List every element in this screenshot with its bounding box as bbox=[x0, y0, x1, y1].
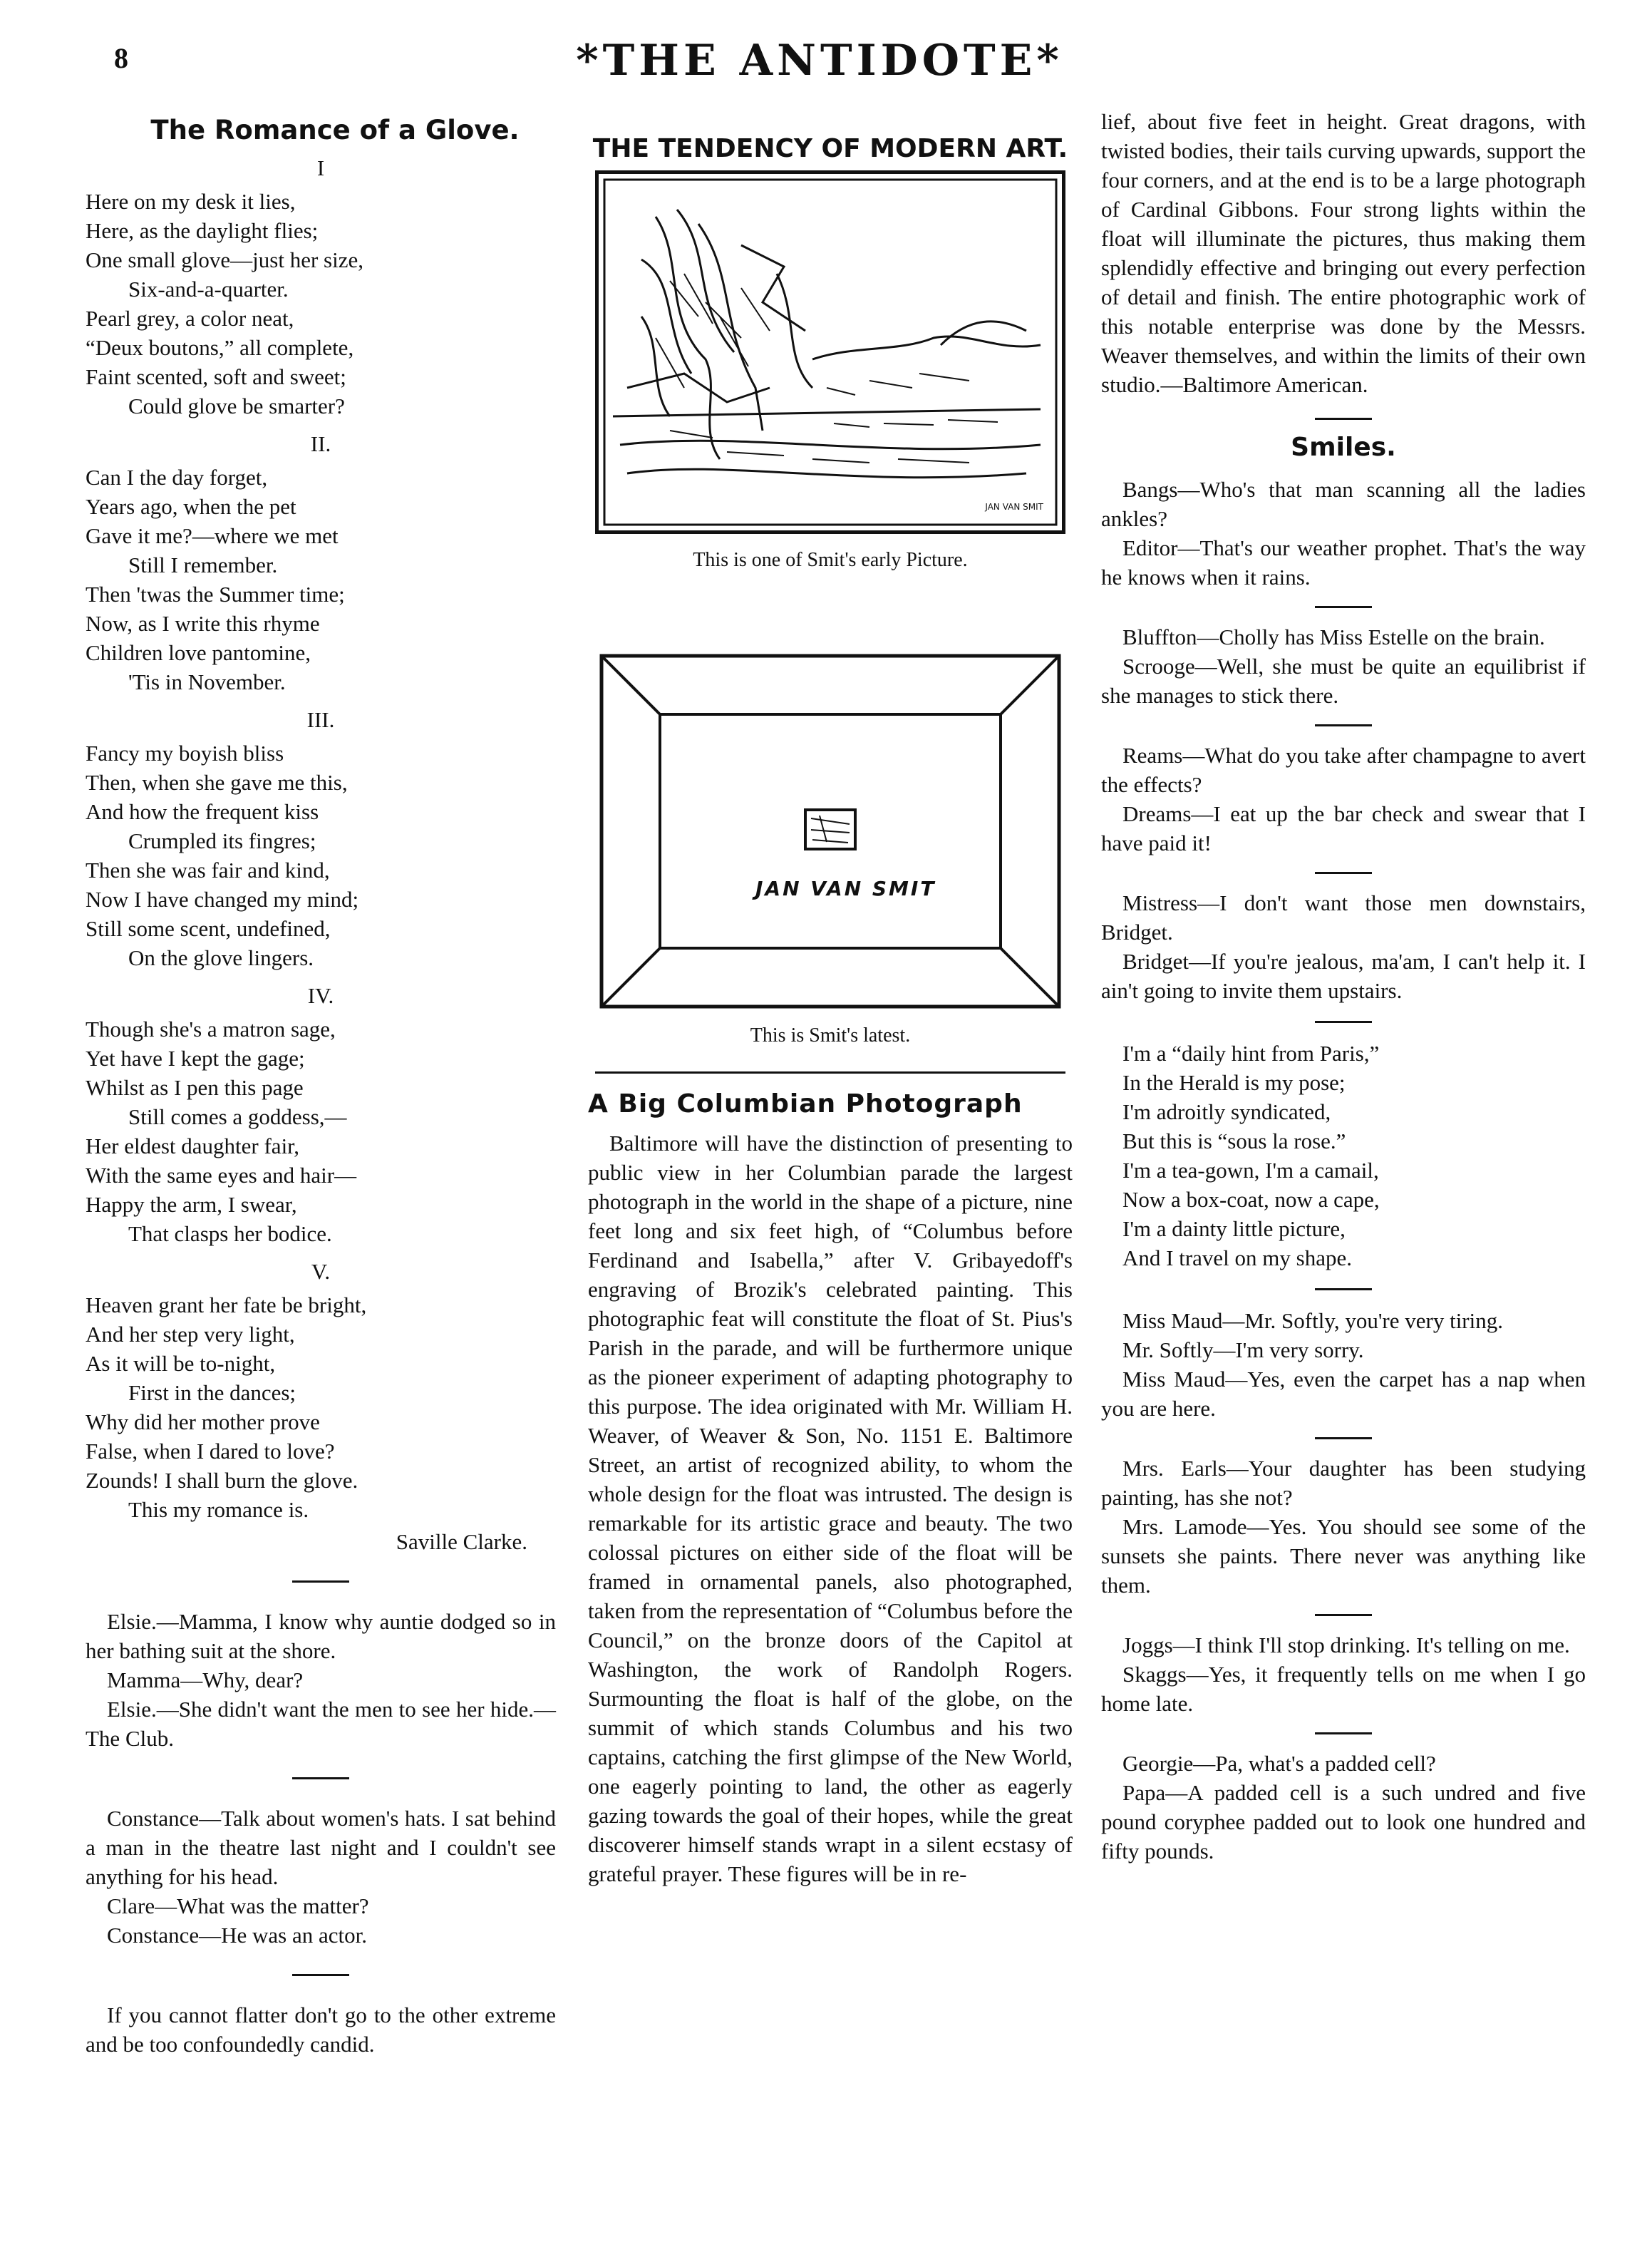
middle-column bbox=[588, 107, 1073, 1890]
divider bbox=[1315, 1614, 1372, 1616]
dialog-line: Constance—He was an actor. bbox=[107, 1923, 367, 1948]
joke-group bbox=[1101, 741, 1586, 858]
poem-line: On the glove lingers. bbox=[128, 945, 314, 970]
verse-line: I'm a “daily hint from Paris,” bbox=[1122, 1041, 1380, 1066]
poem-line: This my romance is. bbox=[128, 1497, 309, 1522]
divider bbox=[292, 1974, 349, 1976]
poem-line: Still I remember. bbox=[128, 552, 278, 577]
smiles-jokes-more bbox=[1101, 1306, 1586, 1866]
early-signature: JAN VAN SMIT bbox=[985, 502, 1043, 512]
masthead: *THE ANTIDOTE* bbox=[576, 36, 1063, 86]
landscape-sketch bbox=[599, 174, 1062, 530]
dialog-line: Elsie.—Mamma, I know why auntie dodged so in her bathing suit at the shore. bbox=[86, 1609, 556, 1663]
poem-line: And her step very light, bbox=[86, 1322, 295, 1347]
dialog-line: Bangs—Who's that man scanning all the ladies ankles? bbox=[1101, 477, 1586, 531]
article-body-columbian: Baltimore will have the distinction of presenting to public view in her Columbian parade the largest photograph in the world in the shape of a picture, nine feet long and six feet high, of “Columbus before Ferdinand and Isabella,” after V. Gribayedoff's engraving of Brozik's celebrated painting. This photographic feat will constitute the float of St. Pius's Parish in the parade, and will be furthermore unique as the pioneer experiment of adapting photography to this purpose. The idea originated with Mr. William H. Weaver, of Weaver & Son, No. 1151 E. Baltimore Street, an artist of recognized ability, to whom the whole design for the float was intrusted. The design is remarkable for its artistic grace and beauty. The two colossal pictures on either side of the float will be framed in ornamental panels, also photographed, taken from the representation of “Columbus before the Council,” on the bronze doors of the Capitol at Washington, the work of Randolph Rogers. Surmounting the float is half of the globe, on the summit of which stands Columbus and his two captains, catching the first glimpse of the New World, one eagerly pointing to land, the other as eagerly gazing towards the goal of their hopes, while the great discoverer himself stands wrapt in a silent ecstasy of grateful prayer. These figures will be in re- bbox=[588, 1131, 1073, 1886]
poem-line: Could glove be smarter? bbox=[128, 394, 345, 418]
poem-line: Years ago, when the pet bbox=[86, 494, 296, 519]
poem-line: Why did her mother prove bbox=[86, 1409, 320, 1434]
poem-line: Here on my desk it lies, bbox=[86, 189, 296, 214]
caption-latest-picture: This is Smit's latest. bbox=[750, 1024, 911, 1047]
poem-line: One small glove—just her size, bbox=[86, 247, 363, 272]
poem-line: And how the frequent kiss bbox=[86, 799, 319, 824]
dialog-line: Bridget—If you're jealous, ma'am, I can't help it. I ain't going to invite them upstairs. bbox=[1101, 949, 1586, 1003]
dialog-line: Georgie—Pa, what's a padded cell? bbox=[1122, 1751, 1436, 1776]
joke-group bbox=[1101, 1454, 1586, 1600]
poem-line: That clasps her bodice. bbox=[128, 1221, 332, 1246]
divider bbox=[1315, 872, 1372, 874]
joke-flatter: If you cannot flatter don't go to the other extreme and be too confoundedly candid. bbox=[86, 2003, 556, 2057]
poem-line: Yet have I kept the gage; bbox=[86, 1046, 305, 1071]
poem-stanzas bbox=[86, 153, 556, 1524]
joke-elsie bbox=[86, 1607, 556, 1753]
dialog-line: Constance—Talk about women's hats. I sat behind a man in the theatre last night and I couldn't see anything for his head. bbox=[86, 1806, 556, 1889]
dialog-line: Mr. Softly—I'm very sorry. bbox=[1122, 1337, 1364, 1362]
joke-group bbox=[1101, 1630, 1586, 1718]
divider bbox=[1315, 1437, 1372, 1439]
latest-picture-illustration bbox=[599, 653, 1062, 1009]
poem-title: The Romance of a Glove. bbox=[150, 115, 520, 145]
article-title-columbian: A Big Columbian Photograph bbox=[588, 1089, 1023, 1119]
left-column bbox=[86, 107, 556, 2059]
dialog-line: Joggs—I think I'll stop drinking. It's telling on me. bbox=[1122, 1633, 1570, 1657]
article-title-modern-art: THE TENDENCY OF MODERN ART. bbox=[592, 134, 1068, 163]
divider bbox=[1315, 418, 1372, 420]
smiles-jokes bbox=[1101, 475, 1586, 1005]
verse-line: In the Herald is my pose; bbox=[1122, 1070, 1346, 1095]
right-column bbox=[1101, 107, 1586, 1866]
verse-line: I'm a tea-gown, I'm a camail, bbox=[1122, 1158, 1379, 1183]
dialog-line: Clare—What was the matter? bbox=[107, 1893, 369, 1918]
poem-line: Whilst as I pen this page bbox=[86, 1075, 304, 1100]
dialog-line: Elsie.—She didn't want the men to see her hide.—The Club. bbox=[86, 1697, 556, 1751]
dialog-line: Mrs. Lamode—Yes. You should see some of the sunsets she paints. There never was anything like them. bbox=[1101, 1514, 1586, 1598]
joke-group bbox=[1101, 1306, 1586, 1423]
poem-line: Can I the day forget, bbox=[86, 465, 268, 490]
joke-group bbox=[1101, 888, 1586, 1005]
caption-early-picture: This is one of Smit's early Picture. bbox=[693, 549, 968, 571]
stanza-number: IV. bbox=[307, 983, 334, 1008]
divider bbox=[1315, 724, 1372, 726]
poem-line: Pearl grey, a color neat, bbox=[86, 306, 294, 331]
early-picture-illustration bbox=[595, 170, 1065, 534]
dialog-line: Skaggs—Yes, it frequently tells on me when I go home late. bbox=[1101, 1662, 1586, 1716]
verse-line: But this is “sous la rose.” bbox=[1122, 1129, 1346, 1153]
poem-line: Then she was fair and kind, bbox=[86, 858, 330, 883]
verse-line: Now a box-coat, now a cape, bbox=[1122, 1187, 1380, 1212]
page-number: 8 bbox=[114, 42, 128, 74]
dialog-line: Dreams—I eat up the bar check and swear that I have paid it! bbox=[1101, 801, 1586, 855]
divider bbox=[1315, 1288, 1372, 1290]
dialog-line: Reams—What do you take after champagne to avert the effects? bbox=[1101, 743, 1586, 797]
stanza-number: V. bbox=[311, 1259, 331, 1284]
stanza-number: II. bbox=[310, 431, 331, 456]
empty-frame-drawing bbox=[599, 653, 1062, 1009]
dialog-line: Scrooge—Well, she must be quite an equilibrist if she manages to stick there. bbox=[1101, 654, 1586, 708]
divider bbox=[1315, 1021, 1372, 1023]
joke-group bbox=[1101, 622, 1586, 710]
dialog-line: Miss Maud—Yes, even the carpet has a nap when you are here. bbox=[1101, 1367, 1586, 1421]
dialog-line: Mistress—I don't want those men downstairs, Bridget. bbox=[1101, 890, 1586, 945]
poem-line: Then 'twas the Summer time; bbox=[86, 582, 345, 607]
divider bbox=[292, 1580, 349, 1583]
poem-line: 'Tis in November. bbox=[128, 669, 286, 694]
joke-constance bbox=[86, 1804, 556, 1950]
fashion-verse bbox=[1101, 1039, 1586, 1273]
poem-line: Crumpled its fingres; bbox=[128, 828, 316, 853]
verse-line: I'm a dainty little picture, bbox=[1122, 1216, 1346, 1241]
poem-line: Now, as I write this rhyme bbox=[86, 611, 320, 636]
verse-line: And I travel on my shape. bbox=[1122, 1245, 1352, 1270]
poem-line: Zounds! I shall burn the glove. bbox=[86, 1468, 358, 1493]
article-continuation: lief, about five feet in height. Great dragons, with twisted bodies, their tails curving upwards, support the four corners, and at the end is to be a large photograph of Cardinal Gibbons. Four strong lights within the float will illuminate the pictures, thus making them splendidly effective and bringing out every perfection of detail and finish. The entire photographic work of this notable enterprise was done by the Messrs. Weaver themselves, and within the limits of their own studio.—Baltimore American. bbox=[1101, 109, 1586, 397]
dialog-line: Mrs. Earls—Your daughter has been studying painting, has she not? bbox=[1101, 1456, 1586, 1510]
divider bbox=[1315, 1732, 1372, 1734]
poem-line: With the same eyes and hair— bbox=[86, 1163, 357, 1188]
poem-line: Still comes a goddess,— bbox=[128, 1104, 347, 1129]
joke-group bbox=[1101, 475, 1586, 592]
poem-line: Though she's a matron sage, bbox=[86, 1017, 336, 1042]
joke-group bbox=[1101, 1749, 1586, 1866]
latest-signature: JAN VAN SMIT bbox=[755, 877, 936, 900]
poem-line: Faint scented, soft and sweet; bbox=[86, 364, 346, 389]
stanza-number: III. bbox=[306, 707, 335, 732]
poem-line: Gave it me?—where we met bbox=[86, 523, 339, 548]
dialog-line: Miss Maud—Mr. Softly, you're very tiring. bbox=[1122, 1308, 1503, 1333]
poem-line: Then, when she gave me this, bbox=[86, 770, 348, 795]
poem-line: Her eldest daughter fair, bbox=[86, 1133, 300, 1158]
poem-line: Children love pantomine, bbox=[86, 640, 311, 665]
poem-line: Now I have changed my mind; bbox=[86, 887, 359, 912]
poem-line: “Deux boutons,” all complete, bbox=[86, 335, 354, 360]
poem-line: First in the dances; bbox=[128, 1380, 296, 1405]
poem-line: Six-and-a-quarter. bbox=[128, 277, 289, 302]
divider bbox=[292, 1777, 349, 1779]
divider bbox=[1315, 606, 1372, 608]
poem-line: Heaven grant her fate be bright, bbox=[86, 1292, 367, 1317]
poem-author: Saville Clarke. bbox=[396, 1529, 527, 1554]
dialog-line: Editor—That's our weather prophet. That's the way he knows when it rains. bbox=[1101, 535, 1586, 590]
poem-line: As it will be to-night, bbox=[86, 1351, 276, 1376]
poem-line: Happy the arm, I swear, bbox=[86, 1192, 297, 1217]
poem-line: False, when I dared to love? bbox=[86, 1439, 335, 1464]
divider bbox=[595, 1071, 1065, 1074]
poem-line: Still some scent, undefined, bbox=[86, 916, 331, 941]
dialog-line: Papa—A padded cell is a such undred and five pound coryphee padded out to look one hundred and fifty pounds. bbox=[1101, 1780, 1586, 1863]
poem-line: Fancy my boyish bliss bbox=[86, 741, 284, 766]
stanza-number: I bbox=[316, 155, 325, 180]
dialog-line: Bluffton—Cholly has Miss Estelle on the brain. bbox=[1122, 624, 1545, 649]
dialog-line: Mamma—Why, dear? bbox=[107, 1667, 304, 1692]
poem-line: Here, as the daylight flies; bbox=[86, 218, 319, 243]
verse-line: I'm adroitly syndicated, bbox=[1122, 1099, 1331, 1124]
smiles-heading: Smiles. bbox=[1291, 433, 1396, 462]
